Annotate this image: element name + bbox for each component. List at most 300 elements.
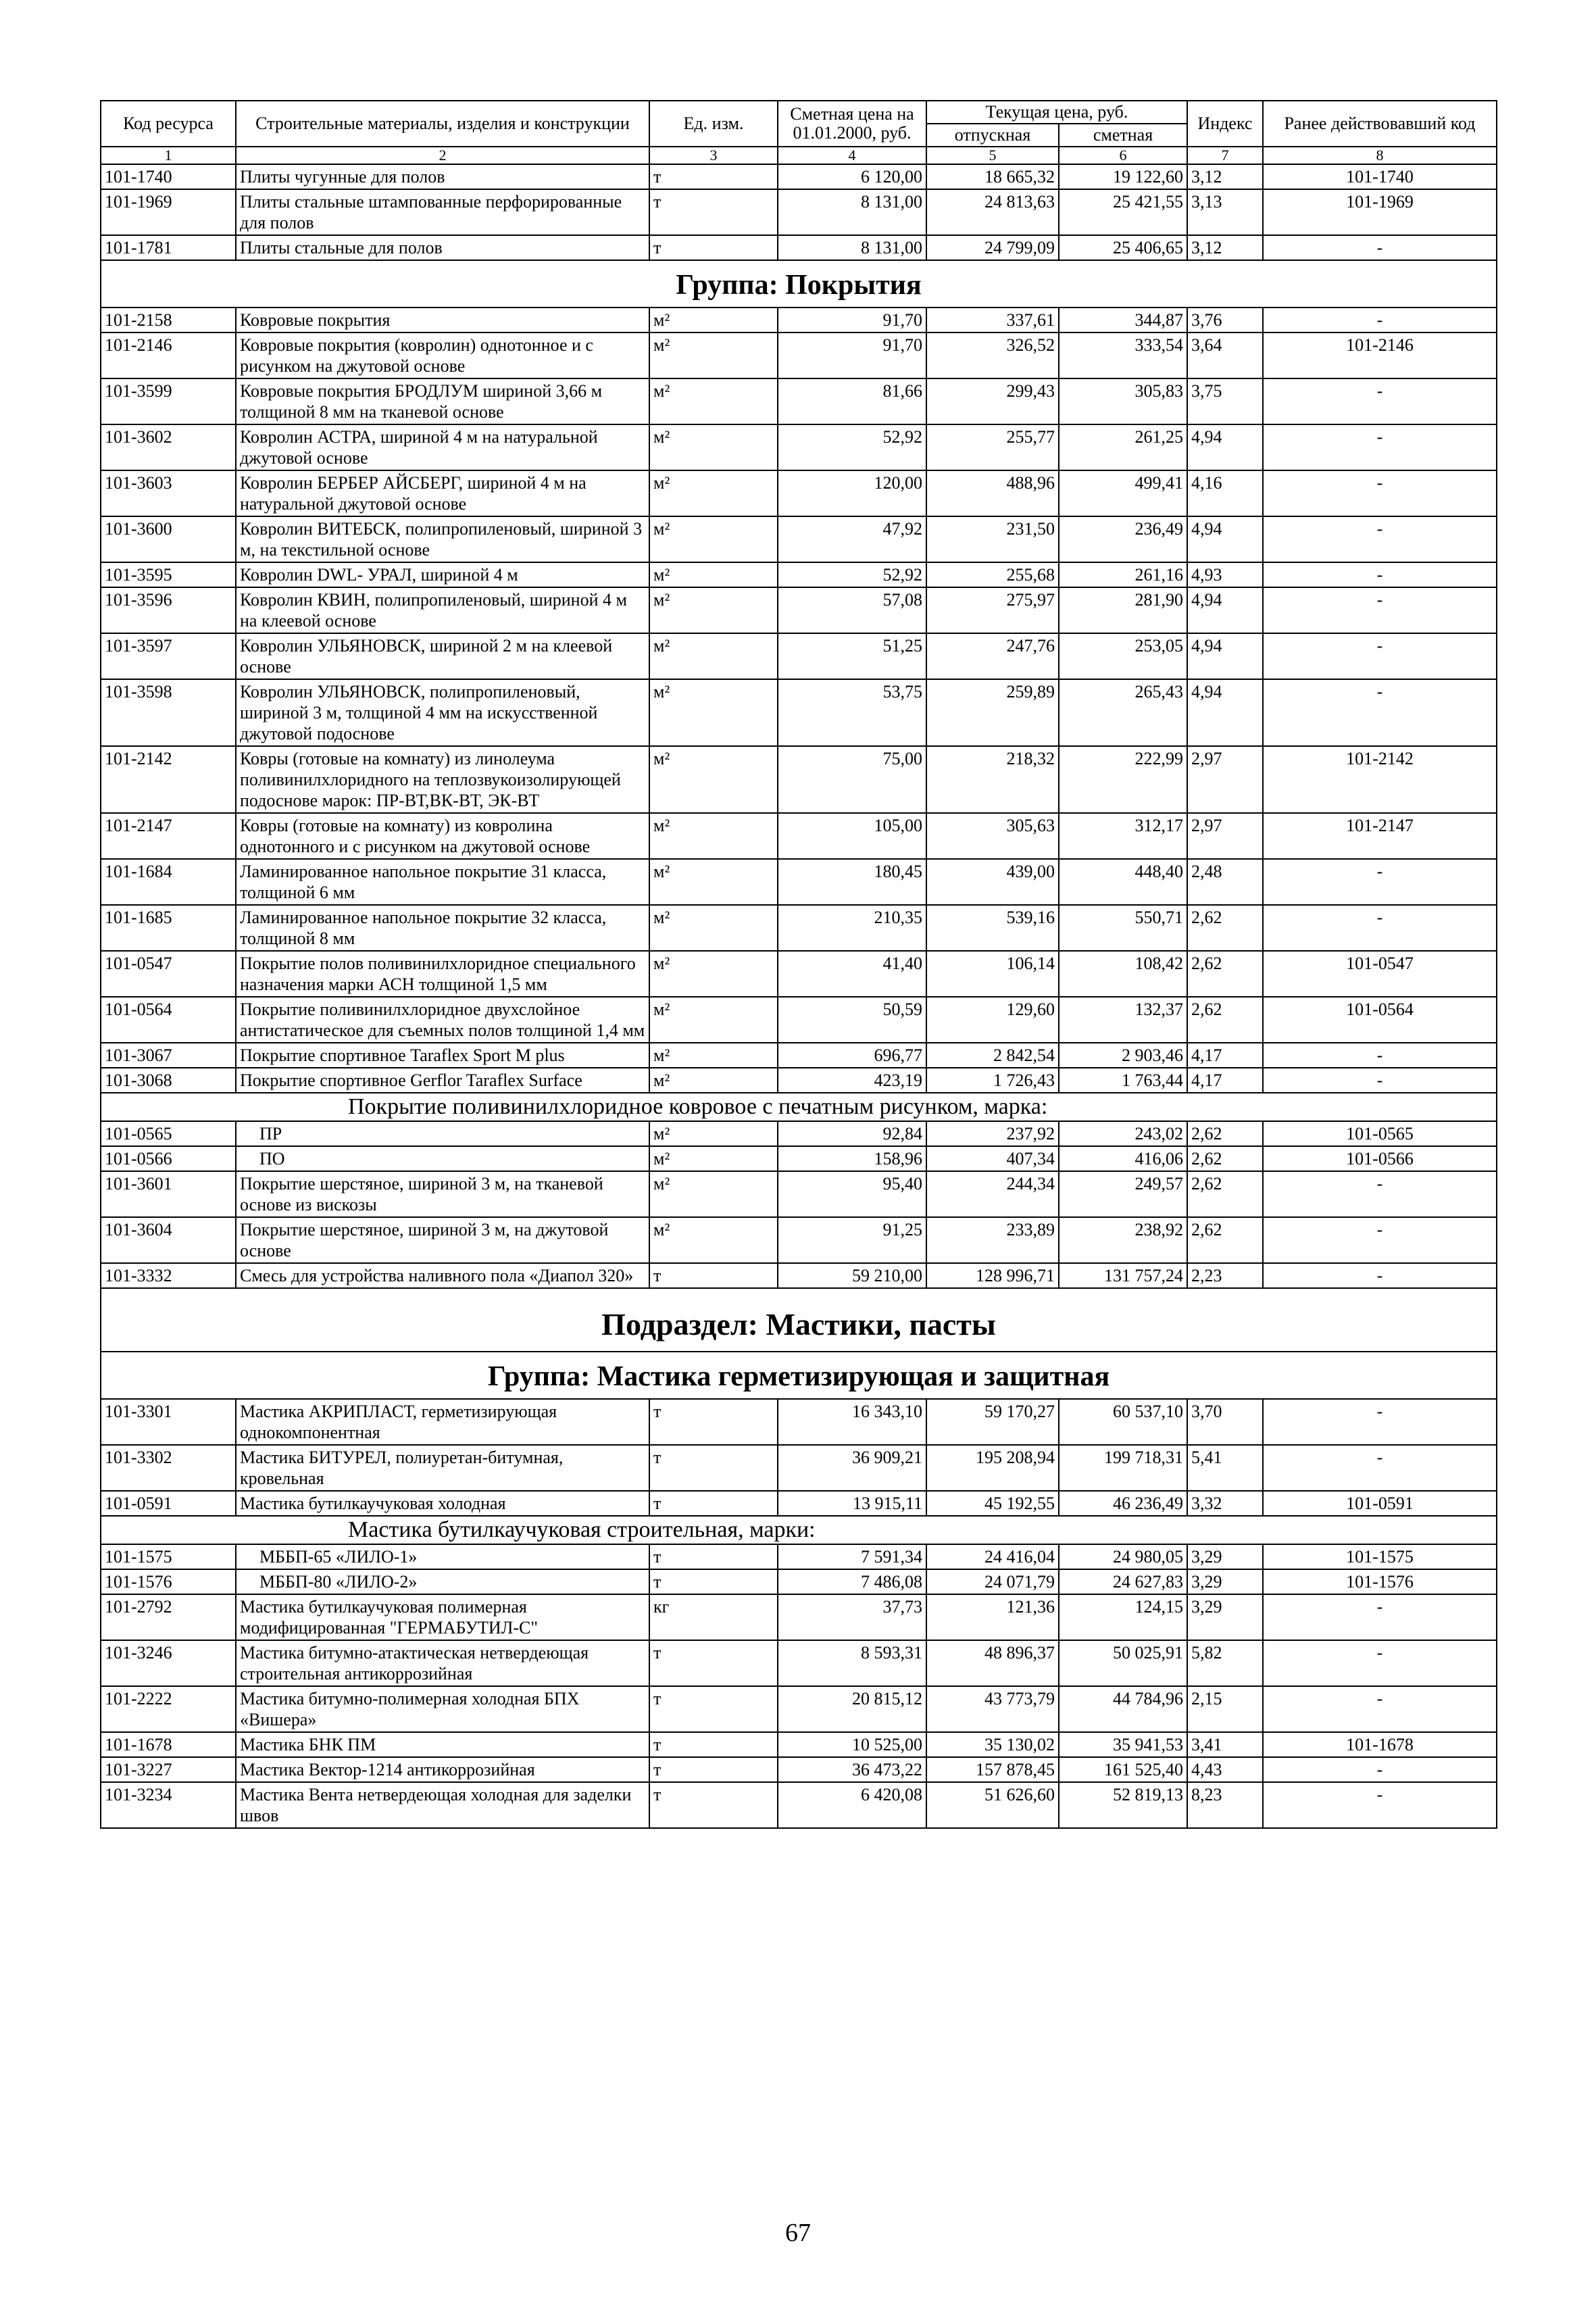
cell-unit: т — [649, 1782, 778, 1828]
caption-row — [101, 1516, 1497, 1544]
table-row — [101, 1594, 1497, 1640]
cell-code: 101-0565 — [101, 1121, 236, 1146]
cell-unit: м² — [649, 470, 778, 516]
cell-prev-code: - — [1263, 1043, 1497, 1068]
cell-estimate-price: 550,71 — [1059, 905, 1187, 951]
cell-sale-price: 488,96 — [926, 470, 1059, 516]
cell-unit: т — [649, 164, 778, 189]
cell-code: 101-3234 — [101, 1782, 236, 1828]
cell-estimate-price: 249,57 — [1059, 1171, 1187, 1217]
cell-unit: м² — [649, 424, 778, 470]
cell-base-price: 36 909,21 — [778, 1445, 926, 1491]
table-row — [101, 1569, 1497, 1594]
cell-sale-price: 255,77 — [926, 424, 1059, 470]
cell-name: Ламинированное напольное покрытие 31 класса, толщиной 6 мм — [236, 859, 649, 905]
cell-sale-price: 218,32 — [926, 746, 1059, 813]
page-number: 67 — [785, 2219, 811, 2247]
cell-unit: м² — [649, 679, 778, 746]
cell-estimate-price: 24 980,05 — [1059, 1544, 1187, 1569]
cell-base-price: 81,66 — [778, 378, 926, 424]
cell-code: 101-3601 — [101, 1171, 236, 1217]
cell-code: 101-3595 — [101, 562, 236, 587]
cell-name: Ковровые покрытия (ковролин) однотонное и с рисунком на джутовой основе — [236, 333, 649, 378]
cell-estimate-price: 416,06 — [1059, 1146, 1187, 1171]
cell-name: Ковролин АСТРА, шириной 4 м на натуральной джутовой основе — [236, 424, 649, 470]
cell-index: 2,62 — [1187, 1217, 1263, 1263]
cell-code: 101-3602 — [101, 424, 236, 470]
cell-unit: т — [649, 1640, 778, 1686]
cell-sale-price: 2 842,54 — [926, 1043, 1059, 1068]
cell-code: 101-3604 — [101, 1217, 236, 1263]
table-row — [101, 679, 1497, 746]
cell-estimate-price: 333,54 — [1059, 333, 1187, 378]
cell-prev-code: - — [1263, 1640, 1497, 1686]
cell-estimate-price: 161 525,40 — [1059, 1757, 1187, 1782]
column-number: 7 — [1187, 147, 1263, 164]
caption-text: Мастика бутилкаучуковая строительная, марки: — [101, 1516, 1497, 1544]
cell-sale-price: 59 170,27 — [926, 1399, 1059, 1445]
cell-sale-price: 259,89 — [926, 679, 1059, 746]
cell-code: 101-2792 — [101, 1594, 236, 1640]
cell-base-price: 10 525,00 — [778, 1732, 926, 1757]
price-table — [100, 100, 1497, 1829]
cell-unit: м² — [649, 1068, 778, 1093]
cell-unit: т — [649, 1732, 778, 1757]
cell-index: 2,23 — [1187, 1263, 1263, 1288]
cell-sale-price: 237,92 — [926, 1121, 1059, 1146]
cell-estimate-price: 1 763,44 — [1059, 1068, 1187, 1093]
cell-base-price: 120,00 — [778, 470, 926, 516]
cell-sale-price: 305,63 — [926, 813, 1059, 859]
cell-sale-price: 247,76 — [926, 633, 1059, 679]
caption-row — [101, 1093, 1497, 1121]
cell-code: 101-3302 — [101, 1445, 236, 1491]
cell-index: 4,94 — [1187, 679, 1263, 746]
cell-unit: м² — [649, 951, 778, 997]
table-row — [101, 1171, 1497, 1217]
col-header-sale-price: отпускная — [926, 124, 1059, 147]
cell-prev-code: - — [1263, 235, 1497, 260]
cell-index: 3,32 — [1187, 1491, 1263, 1516]
cell-sale-price: 24 813,63 — [926, 189, 1059, 235]
cell-base-price: 91,70 — [778, 333, 926, 378]
cell-unit: т — [649, 1445, 778, 1491]
cell-index: 2,62 — [1187, 1171, 1263, 1217]
cell-base-price: 50,59 — [778, 997, 926, 1043]
cell-estimate-price: 253,05 — [1059, 633, 1187, 679]
cell-base-price: 8 593,31 — [778, 1640, 926, 1686]
cell-unit: м² — [649, 333, 778, 378]
cell-unit: м² — [649, 1121, 778, 1146]
cell-estimate-price: 25 406,65 — [1059, 235, 1187, 260]
cell-base-price: 210,35 — [778, 905, 926, 951]
cell-name: ПО — [236, 1146, 649, 1171]
cell-name: МББП-65 «ЛИЛО-1» — [236, 1544, 649, 1569]
cell-unit: т — [649, 1544, 778, 1569]
cell-base-price: 7 486,08 — [778, 1569, 926, 1594]
cell-base-price: 57,08 — [778, 587, 926, 633]
cell-sale-price: 337,61 — [926, 307, 1059, 333]
cell-code: 101-1781 — [101, 235, 236, 260]
cell-index: 2,15 — [1187, 1686, 1263, 1732]
table-row — [101, 562, 1497, 587]
cell-prev-code: 101-1576 — [1263, 1569, 1497, 1594]
subsection-heading-row — [101, 1288, 1497, 1352]
col-header-base-price: Сметная цена на 01.01.2000, руб. — [778, 101, 926, 147]
cell-estimate-price: 261,16 — [1059, 562, 1187, 587]
cell-unit: м² — [649, 1146, 778, 1171]
cell-code: 101-3246 — [101, 1640, 236, 1686]
cell-unit: м² — [649, 378, 778, 424]
cell-prev-code: - — [1263, 516, 1497, 562]
cell-prev-code: - — [1263, 1399, 1497, 1445]
cell-base-price: 75,00 — [778, 746, 926, 813]
cell-code: 101-0547 — [101, 951, 236, 997]
subsection-heading: Подраздел: Мастики, пасты — [101, 1288, 1497, 1352]
cell-name: Покрытие полов поливинилхлоридное специального назначения марки АСН толщиной 1,5 мм — [236, 951, 649, 997]
cell-sale-price: 299,43 — [926, 378, 1059, 424]
cell-estimate-price: 25 421,55 — [1059, 189, 1187, 235]
cell-index: 3,75 — [1187, 378, 1263, 424]
cell-index: 4,94 — [1187, 516, 1263, 562]
col-header-current-price: Текущая цена, руб. — [926, 101, 1187, 124]
col-header-index: Индекс — [1187, 101, 1263, 147]
cell-index: 2,48 — [1187, 859, 1263, 905]
cell-prev-code: - — [1263, 424, 1497, 470]
cell-prev-code: - — [1263, 1594, 1497, 1640]
cell-code: 101-0564 — [101, 997, 236, 1043]
cell-name: Мастика АКРИПЛАСТ, герметизирующая однокомпонентная — [236, 1399, 649, 1445]
cell-sale-price: 539,16 — [926, 905, 1059, 951]
col-header-prev-code: Ранее действовавший код — [1263, 101, 1497, 147]
cell-base-price: 92,84 — [778, 1121, 926, 1146]
table-row — [101, 235, 1497, 260]
cell-index: 3,76 — [1187, 307, 1263, 333]
cell-prev-code: - — [1263, 859, 1497, 905]
cell-code: 101-0591 — [101, 1491, 236, 1516]
cell-unit: м² — [649, 905, 778, 951]
cell-index: 3,41 — [1187, 1732, 1263, 1757]
col-header-code: Код ресурса — [101, 101, 236, 147]
cell-estimate-price: 281,90 — [1059, 587, 1187, 633]
cell-prev-code: - — [1263, 679, 1497, 746]
cell-unit: кг — [649, 1594, 778, 1640]
cell-base-price: 52,92 — [778, 424, 926, 470]
cell-index: 3,29 — [1187, 1594, 1263, 1640]
column-number: 6 — [1059, 147, 1187, 164]
cell-base-price: 6 420,08 — [778, 1782, 926, 1828]
cell-estimate-price: 448,40 — [1059, 859, 1187, 905]
cell-sale-price: 18 665,32 — [926, 164, 1059, 189]
cell-unit: т — [649, 235, 778, 260]
cell-base-price: 91,25 — [778, 1217, 926, 1263]
cell-base-price: 53,75 — [778, 679, 926, 746]
cell-prev-code: 101-0547 — [1263, 951, 1497, 997]
cell-sale-price: 157 878,45 — [926, 1757, 1059, 1782]
table-row — [101, 516, 1497, 562]
table-body — [101, 164, 1497, 1828]
cell-code: 101-2222 — [101, 1686, 236, 1732]
cell-prev-code: - — [1263, 1068, 1497, 1093]
table-row — [101, 1445, 1497, 1491]
cell-base-price: 52,92 — [778, 562, 926, 587]
col-header-unit: Ед. изм. — [649, 101, 778, 147]
cell-sale-price: 121,36 — [926, 1594, 1059, 1640]
cell-unit: т — [649, 1569, 778, 1594]
cell-index: 3,64 — [1187, 333, 1263, 378]
cell-sale-price: 244,34 — [926, 1171, 1059, 1217]
cell-code: 101-1576 — [101, 1569, 236, 1594]
cell-index: 4,16 — [1187, 470, 1263, 516]
table-row — [101, 1399, 1497, 1445]
table-row — [101, 333, 1497, 378]
cell-code: 101-2142 — [101, 746, 236, 813]
cell-prev-code: - — [1263, 1445, 1497, 1491]
cell-estimate-price: 46 236,49 — [1059, 1491, 1187, 1516]
cell-index: 2,62 — [1187, 1146, 1263, 1171]
cell-prev-code: - — [1263, 1263, 1497, 1288]
cell-index: 3,12 — [1187, 164, 1263, 189]
cell-name: Плиты стальные для полов — [236, 235, 649, 260]
cell-unit: т — [649, 1399, 778, 1445]
cell-index: 2,97 — [1187, 813, 1263, 859]
cell-index: 4,93 — [1187, 562, 1263, 587]
cell-name: Покрытие шерстяное, шириной 3 м, на джутовой основе — [236, 1217, 649, 1263]
cell-name: Ковровые покрытия БРОДЛУМ шириной 3,66 м толщиной 8 мм на тканевой основе — [236, 378, 649, 424]
cell-sale-price: 128 996,71 — [926, 1263, 1059, 1288]
table-row — [101, 424, 1497, 470]
cell-index: 4,43 — [1187, 1757, 1263, 1782]
cell-base-price: 13 915,11 — [778, 1491, 926, 1516]
cell-sale-price: 43 773,79 — [926, 1686, 1059, 1732]
cell-name: Покрытие шерстяное, шириной 3 м, на тканевой основе из вискозы — [236, 1171, 649, 1217]
cell-unit: м² — [649, 813, 778, 859]
cell-estimate-price: 124,15 — [1059, 1594, 1187, 1640]
cell-code: 101-2158 — [101, 307, 236, 333]
cell-name: Ковролин DWL- УРАЛ, шириной 4 м — [236, 562, 649, 587]
table-row — [101, 905, 1497, 951]
table-row — [101, 633, 1497, 679]
cell-prev-code: 101-0565 — [1263, 1121, 1497, 1146]
cell-unit: т — [649, 189, 778, 235]
cell-code: 101-1575 — [101, 1544, 236, 1569]
column-number: 5 — [926, 147, 1059, 164]
cell-index: 2,62 — [1187, 951, 1263, 997]
cell-sale-price: 129,60 — [926, 997, 1059, 1043]
table-row — [101, 470, 1497, 516]
cell-estimate-price: 132,37 — [1059, 997, 1187, 1043]
table-row — [101, 813, 1497, 859]
cell-name: Ковролин КВИН, полипропиленовый, шириной 4 м на клеевой основе — [236, 587, 649, 633]
cell-name: МББП-80 «ЛИЛО-2» — [236, 1569, 649, 1594]
table-row — [101, 189, 1497, 235]
cell-code: 101-3597 — [101, 633, 236, 679]
cell-code: 101-3068 — [101, 1068, 236, 1093]
cell-index: 4,94 — [1187, 633, 1263, 679]
cell-code: 101-3600 — [101, 516, 236, 562]
cell-base-price: 423,19 — [778, 1068, 926, 1093]
cell-prev-code: 101-1575 — [1263, 1544, 1497, 1569]
cell-prev-code: - — [1263, 562, 1497, 587]
table-row — [101, 1640, 1497, 1686]
cell-unit: м² — [649, 516, 778, 562]
cell-name: Мастика битумно-атактическая нетвердеющая строительная антикоррозийная — [236, 1640, 649, 1686]
cell-name: Ковры (готовые на комнату) из ковролина однотонного и с рисунком на джутовой основе — [236, 813, 649, 859]
cell-base-price: 105,00 — [778, 813, 926, 859]
table-row — [101, 307, 1497, 333]
table-row — [101, 1491, 1497, 1516]
cell-unit: м² — [649, 587, 778, 633]
cell-unit: т — [649, 1491, 778, 1516]
cell-code: 101-1684 — [101, 859, 236, 905]
cell-index: 2,97 — [1187, 746, 1263, 813]
cell-prev-code: - — [1263, 470, 1497, 516]
cell-prev-code: 101-1969 — [1263, 189, 1497, 235]
column-number: 3 — [649, 147, 778, 164]
cell-sale-price: 1 726,43 — [926, 1068, 1059, 1093]
table-row — [101, 1732, 1497, 1757]
cell-code: 101-2146 — [101, 333, 236, 378]
cell-base-price: 16 343,10 — [778, 1399, 926, 1445]
table-row — [101, 997, 1497, 1043]
column-number: 2 — [236, 147, 649, 164]
cell-prev-code: - — [1263, 1217, 1497, 1263]
cell-name: Покрытие спортивное Gerflor Taraflex Surface — [236, 1068, 649, 1093]
cell-name: Ковролин УЛЬЯНОВСК, полипропиленовый, шириной 3 м, толщиной 4 мм на искусственной джутовой подоснове — [236, 679, 649, 746]
cell-base-price: 20 815,12 — [778, 1686, 926, 1732]
cell-index: 2,62 — [1187, 997, 1263, 1043]
cell-name: Ковролин БЕРБЕР АЙСБЕРГ, шириной 4 м на натуральной джутовой основе — [236, 470, 649, 516]
cell-base-price: 8 131,00 — [778, 189, 926, 235]
table-row — [101, 378, 1497, 424]
cell-index: 3,29 — [1187, 1544, 1263, 1569]
cell-sale-price: 407,34 — [926, 1146, 1059, 1171]
cell-prev-code: 101-0591 — [1263, 1491, 1497, 1516]
cell-prev-code: - — [1263, 587, 1497, 633]
group-heading-row — [101, 260, 1497, 307]
cell-name: Ковры (готовые на комнату) из линолеума поливинилхлоридного на теплозвукоизолирующей подоснове марок: ПР-ВТ,ВК-ВТ, ЭК-ВТ — [236, 746, 649, 813]
cell-sale-price: 439,00 — [926, 859, 1059, 905]
table-row — [101, 859, 1497, 905]
cell-index: 2,62 — [1187, 905, 1263, 951]
table-row — [101, 951, 1497, 997]
cell-prev-code: - — [1263, 1686, 1497, 1732]
cell-name: Покрытие спортивное Taraflex Sport M plus — [236, 1043, 649, 1068]
table-row — [101, 1146, 1497, 1171]
cell-prev-code: - — [1263, 1782, 1497, 1828]
cell-sale-price: 35 130,02 — [926, 1732, 1059, 1757]
cell-prev-code: 101-0566 — [1263, 1146, 1497, 1171]
cell-name: Смесь для устройства наливного пола «Диапол 320» — [236, 1263, 649, 1288]
cell-estimate-price: 305,83 — [1059, 378, 1187, 424]
cell-prev-code: - — [1263, 1757, 1497, 1782]
cell-index: 5,82 — [1187, 1640, 1263, 1686]
cell-estimate-price: 2 903,46 — [1059, 1043, 1187, 1068]
cell-unit: м² — [649, 746, 778, 813]
cell-estimate-price: 35 941,53 — [1059, 1732, 1187, 1757]
cell-base-price: 158,96 — [778, 1146, 926, 1171]
cell-unit: м² — [649, 633, 778, 679]
table-row — [101, 1068, 1497, 1093]
cell-base-price: 696,77 — [778, 1043, 926, 1068]
cell-index: 2,62 — [1187, 1121, 1263, 1146]
col-header-name: Строительные материалы, изделия и конструкции — [236, 101, 649, 147]
cell-estimate-price: 236,49 — [1059, 516, 1187, 562]
cell-code: 101-3301 — [101, 1399, 236, 1445]
table-row — [101, 1544, 1497, 1569]
cell-name: Ламинированное напольное покрытие 32 класса, толщиной 8 мм — [236, 905, 649, 951]
cell-code: 101-3596 — [101, 587, 236, 633]
cell-prev-code: 101-1678 — [1263, 1732, 1497, 1757]
cell-estimate-price: 222,99 — [1059, 746, 1187, 813]
cell-base-price: 95,40 — [778, 1171, 926, 1217]
cell-index: 4,17 — [1187, 1043, 1263, 1068]
cell-index: 3,70 — [1187, 1399, 1263, 1445]
cell-sale-price: 24 416,04 — [926, 1544, 1059, 1569]
table-row — [101, 587, 1497, 633]
cell-base-price: 59 210,00 — [778, 1263, 926, 1288]
cell-estimate-price: 50 025,91 — [1059, 1640, 1187, 1686]
cell-name: ПР — [236, 1121, 649, 1146]
cell-name: Мастика БИТУРЕЛ, полиуретан-битумная, кровельная — [236, 1445, 649, 1491]
cell-code: 101-1969 — [101, 189, 236, 235]
table-row — [101, 1043, 1497, 1068]
cell-prev-code: 101-2146 — [1263, 333, 1497, 378]
cell-estimate-price: 60 537,10 — [1059, 1399, 1187, 1445]
cell-sale-price: 24 799,09 — [926, 235, 1059, 260]
cell-name: Ковролин ВИТЕБСК, полипропиленовый, шириной 3 м, на текстильной основе — [236, 516, 649, 562]
cell-estimate-price: 131 757,24 — [1059, 1263, 1187, 1288]
cell-estimate-price: 108,42 — [1059, 951, 1187, 997]
table-row — [101, 1217, 1497, 1263]
cell-unit: м² — [649, 562, 778, 587]
price-table-sheet — [100, 100, 1496, 1829]
cell-index: 4,94 — [1187, 587, 1263, 633]
cell-estimate-price: 265,43 — [1059, 679, 1187, 746]
cell-name: Мастика БНК ПМ — [236, 1732, 649, 1757]
cell-sale-price: 45 192,55 — [926, 1491, 1059, 1516]
cell-name: Ковролин УЛЬЯНОВСК, шириной 2 м на клеевой основе — [236, 633, 649, 679]
cell-index: 3,29 — [1187, 1569, 1263, 1594]
cell-estimate-price: 243,02 — [1059, 1121, 1187, 1146]
cell-prev-code: 101-2142 — [1263, 746, 1497, 813]
cell-prev-code: 101-0564 — [1263, 997, 1497, 1043]
cell-base-price: 41,40 — [778, 951, 926, 997]
table-row — [101, 1757, 1497, 1782]
cell-code: 101-2147 — [101, 813, 236, 859]
table-row — [101, 1263, 1497, 1288]
group-heading-row — [101, 1352, 1497, 1399]
cell-sale-price: 255,68 — [926, 562, 1059, 587]
cell-estimate-price: 312,17 — [1059, 813, 1187, 859]
cell-sale-price: 48 896,37 — [926, 1640, 1059, 1686]
cell-sale-price: 233,89 — [926, 1217, 1059, 1263]
table-row — [101, 1782, 1497, 1828]
cell-prev-code: 101-1740 — [1263, 164, 1497, 189]
cell-sale-price: 231,50 — [926, 516, 1059, 562]
column-number-row — [101, 147, 1497, 164]
cell-code: 101-3227 — [101, 1757, 236, 1782]
cell-prev-code: - — [1263, 905, 1497, 951]
cell-name: Плиты чугунные для полов — [236, 164, 649, 189]
cell-name: Покрытие поливинилхлоридное двухслойное антистатическое для съемных полов толщиной 1,4 мм — [236, 997, 649, 1043]
table-row — [101, 746, 1497, 813]
cell-index: 3,13 — [1187, 189, 1263, 235]
cell-code: 101-0566 — [101, 1146, 236, 1171]
cell-estimate-price: 19 122,60 — [1059, 164, 1187, 189]
cell-prev-code: - — [1263, 1171, 1497, 1217]
table-row — [101, 1121, 1497, 1146]
